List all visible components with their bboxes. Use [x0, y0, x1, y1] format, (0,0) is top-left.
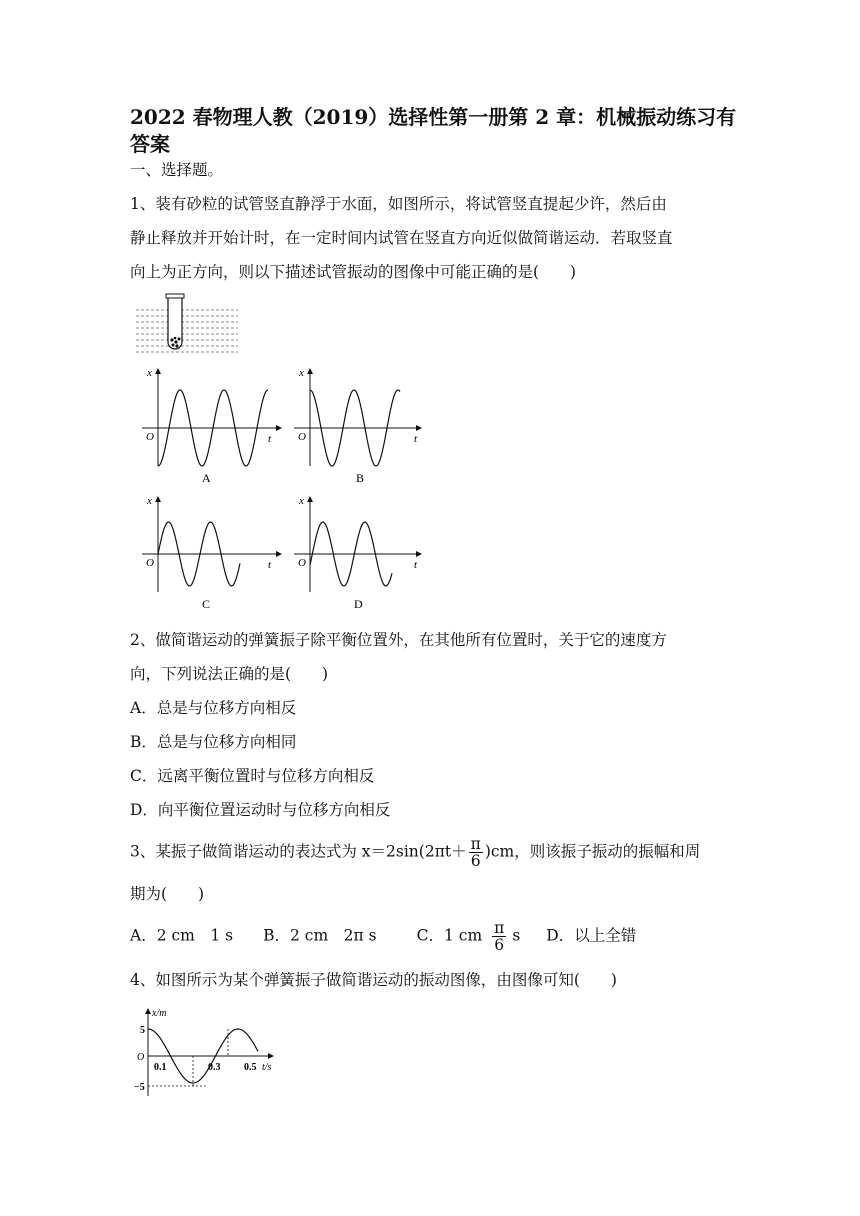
- q3-option-a: A．2 cm 1 s: [130, 926, 234, 945]
- graph-c-label: C: [202, 597, 211, 611]
- q3-option-d: D．以上全错: [546, 926, 637, 945]
- q1-line-2: 静止释放并开始计时，在一定时间内试管在竖直方向近似做简谐运动．若取竖直: [130, 229, 673, 247]
- test-tube-figure: [134, 290, 244, 356]
- graph-c-y-label: x: [147, 495, 152, 507]
- q4-vibration-graph: [128, 1004, 288, 1100]
- q1-graph-b: [292, 362, 442, 490]
- q1-graph-d: [292, 490, 442, 614]
- graph-d-x-label: t: [414, 559, 418, 571]
- q4-x-tick-0-5: 0.5: [244, 1062, 257, 1073]
- q4-y-label: x/m: [152, 1008, 167, 1019]
- q3-frac-num: π: [470, 835, 481, 853]
- graph-a-y-label: x: [147, 367, 152, 379]
- q2-option-b: B．总是与位移方向相同: [130, 733, 297, 751]
- q3-option-c-fraction: [492, 920, 506, 953]
- graph-a-origin: O: [146, 431, 154, 443]
- q4-origin: O: [137, 1052, 145, 1063]
- q4-x-tick-0-1: 0.1: [154, 1062, 167, 1073]
- graph-d-label: D: [354, 597, 363, 611]
- q1-line-1: 1、装有砂粒的试管竖直静浮于水面，如图所示，将试管竖直提起少许，然后由: [130, 195, 667, 213]
- section-heading: 一、选择题。: [130, 161, 224, 179]
- document-title: 2022 春物理人教（2019）选择性第一册第 2 章：机械振动练习有答案: [130, 105, 737, 156]
- q3-expression-end: )cm，则该振子振动的振幅和周: [484, 842, 701, 861]
- graph-a-label: A: [202, 471, 211, 485]
- q3-line-1: [130, 836, 700, 869]
- q4-y-tick-pos: 5: [140, 1025, 145, 1036]
- graph-b-y-label: x: [299, 367, 304, 379]
- q3-option-c-start: C．1 cm: [416, 926, 483, 945]
- q3-option-c-end: s: [512, 926, 521, 945]
- graph-b-origin: O: [298, 431, 306, 443]
- graph-b-label: B: [356, 471, 365, 485]
- q2-option-d: D．向平衡位置运动时与位移方向相反: [130, 801, 391, 819]
- q2-line-2: 向，下列说法正确的是( ): [130, 665, 329, 683]
- q4-y-tick-neg: −5: [134, 1082, 145, 1093]
- q1-graph-a: [136, 362, 286, 490]
- q3-fraction: [469, 836, 483, 869]
- q3-expression-start: 3、某振子做简谐运动的表达式为 x＝2sin(2πt＋: [130, 842, 467, 861]
- q3-frac-den: 6: [470, 852, 481, 870]
- q3-options: [130, 920, 636, 953]
- q3-optc-num: π: [494, 919, 505, 937]
- q3-optc-den: 6: [494, 936, 505, 954]
- q4-x-label: t/s: [262, 1062, 272, 1073]
- q2-option-c: C．远离平衡位置时与位移方向相反: [130, 767, 375, 785]
- graph-c-origin: O: [146, 557, 154, 569]
- graph-b-x-label: t: [414, 433, 418, 445]
- graph-c-x-label: t: [268, 559, 272, 571]
- graph-a-x-label: t: [268, 433, 272, 445]
- q4-x-tick-0-3: 0.3: [208, 1062, 221, 1073]
- graph-d-origin: O: [298, 557, 306, 569]
- q3-line-2: 期为( ): [130, 885, 205, 903]
- q1-graph-c: [136, 490, 286, 614]
- q2-option-a: A．总是与位移方向相反: [130, 699, 297, 717]
- q4-line-1: 4、如图所示为某个弹簧振子做简谐运动的振动图像，由图像可知( ): [130, 971, 617, 989]
- q2-line-1: 2、做简谐运动的弹簧振子除平衡位置外，在其他所有位置时，关于它的速度方: [130, 631, 667, 649]
- graph-d-y-label: x: [299, 495, 304, 507]
- q3-option-b: B．2 cm 2π s: [263, 926, 377, 945]
- q1-line-3: 向上为正方向，则以下描述试管振动的图像中可能正确的是( ): [130, 263, 577, 281]
